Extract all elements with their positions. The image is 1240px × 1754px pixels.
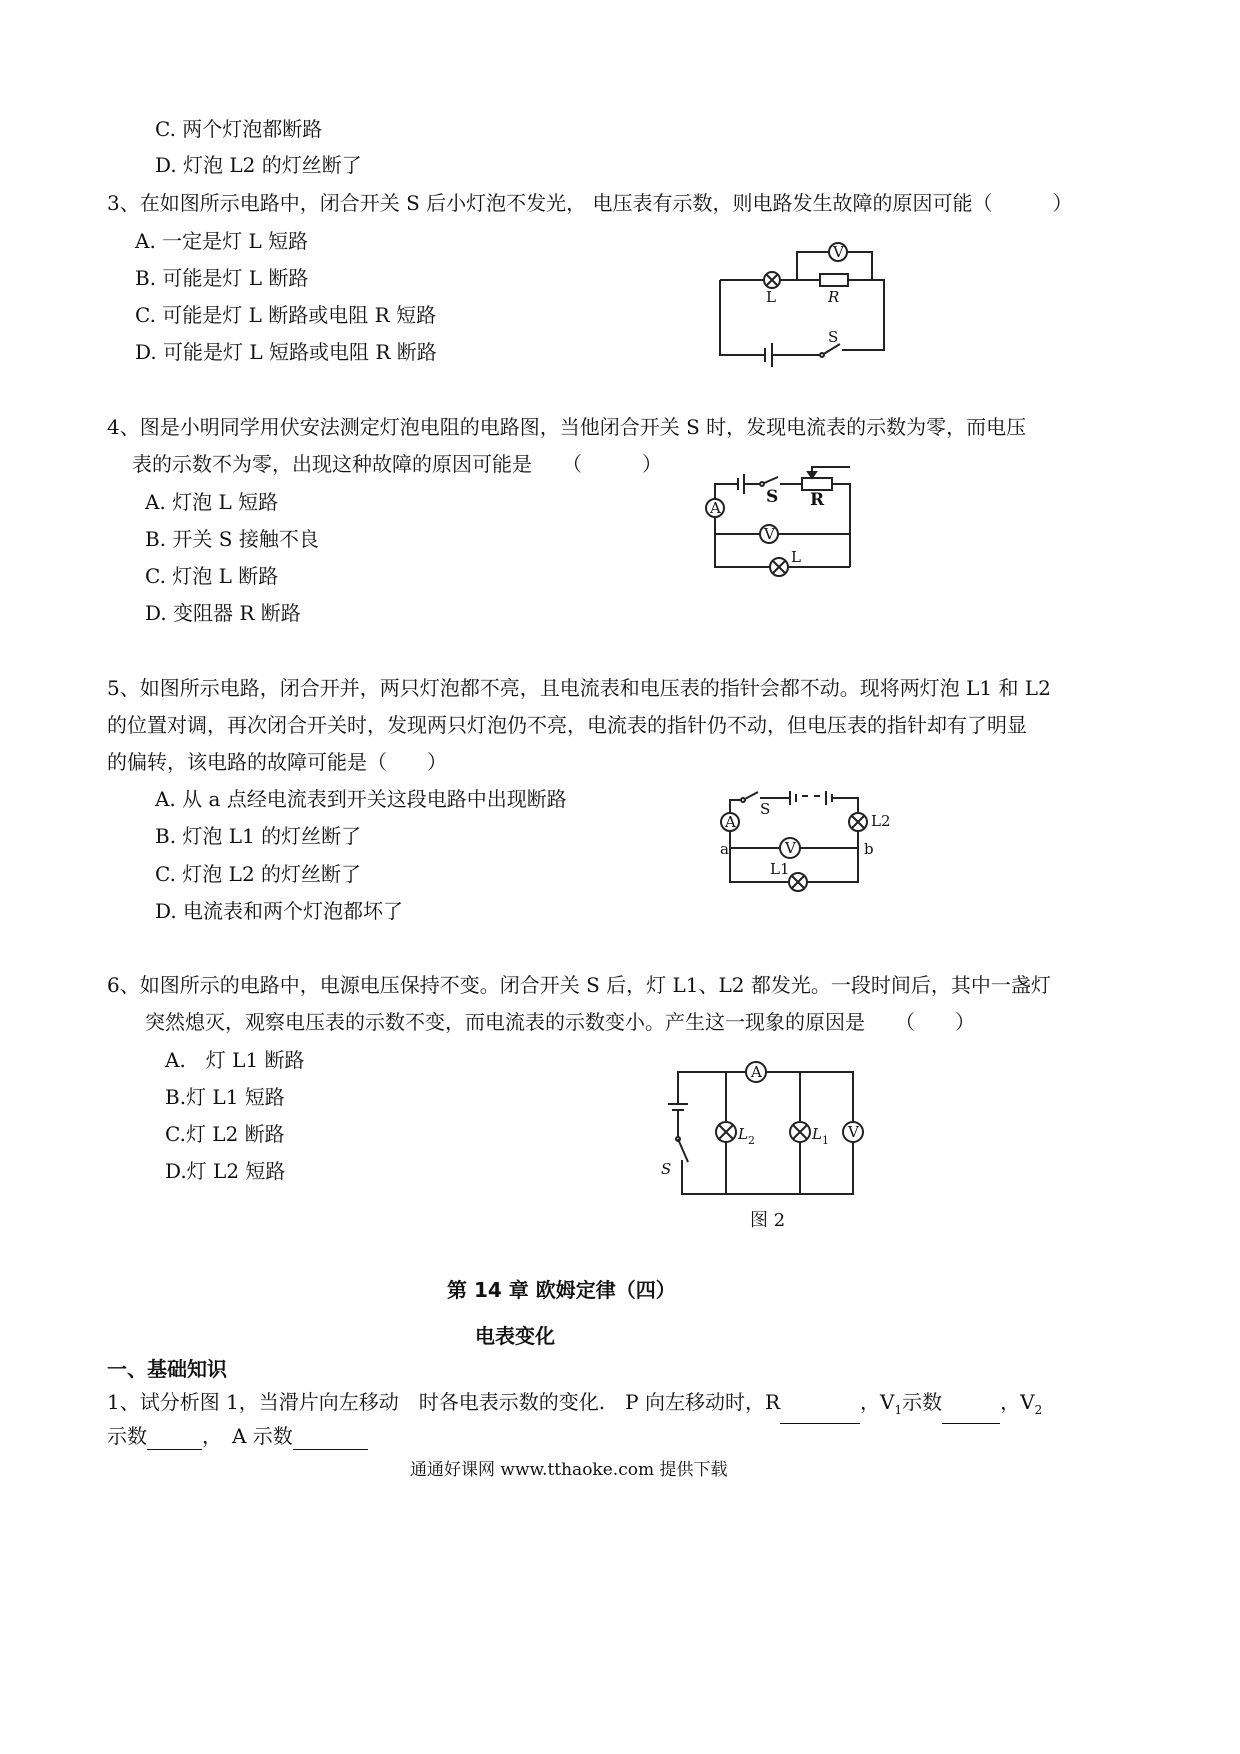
q3-lamp-label: L (766, 288, 776, 306)
page-footer: 通通好课网 www.tthaoke.com 提供下载 (410, 1460, 728, 1480)
q3-voltmeter-label: V (833, 243, 844, 261)
q6-lamp2-label: L (738, 1125, 748, 1143)
q3-option-b: B. 可能是灯 L 断路 (135, 266, 309, 290)
q5-lamp2-label: L2 (871, 812, 891, 830)
q6-voltmeter-label: V (848, 1123, 859, 1141)
q3-option-c: C. 可能是灯 L 断路或电阻 R 短路 (135, 303, 437, 327)
q5-stem-line2: 的位置对调，再次闭合开关时，发现两只灯泡仍不亮，电流表的指针仍不动，但电压表的指针却有了明显 (107, 713, 1027, 737)
q6-lamp1-subscript: 1 (822, 1134, 829, 1147)
q4-option-a: A. 灯泡 L 短路 (145, 490, 279, 514)
q4-voltmeter-label: V (764, 525, 775, 543)
q6-lamp2-subscript: 2 (748, 1134, 755, 1147)
q3-option-a: A. 一定是灯 L 短路 (135, 229, 309, 253)
q1-v1-subscript: 1 (894, 1403, 903, 1417)
q5-stem-line1: 5、如图所示电路，闭合开并，两只灯泡都不亮，且电流表和电压表的指针会都不动。现将两灯泡 L1 和 L2 (107, 676, 1051, 700)
q4-lamp-label: L (791, 548, 801, 566)
q1-blank-v2[interactable] (147, 1427, 202, 1450)
chapter-title: 第 14 章 欧姆定律（四） (447, 1278, 676, 1302)
q1-blank-v1[interactable] (942, 1401, 1000, 1424)
q4-circuit-diagram (700, 462, 860, 577)
q3-stem: 3、在如图所示电路中，闭合开关 S 后小灯泡不发光， 电压表有示数，则电路发生故障的原因可能（ ） (107, 191, 1073, 215)
q1-line1-text-c: 示数 (902, 1390, 943, 1414)
q4-ammeter-label: A (710, 499, 721, 517)
q6-lamp1-label: L (812, 1125, 822, 1143)
q4-rheostat-label: R (810, 490, 825, 510)
q6-figure-caption: 图 2 (750, 1210, 786, 1231)
q3-circuit-diagram (710, 240, 895, 365)
q1-line2 (107, 1422, 368, 1450)
q6-option-c: C.灯 L2 断路 (165, 1122, 285, 1146)
q5-option-a: A. 从 a 点经电流表到开关这段电路中出现断路 (155, 787, 567, 811)
q6-ammeter-label: A (751, 1063, 762, 1081)
q5-circuit-diagram (718, 788, 891, 893)
q5-option-c: C. 灯泡 L2 的灯丝断了 (155, 862, 362, 886)
section-heading: 一、基础知识 (107, 1357, 227, 1381)
q6-circuit-diagram (660, 1052, 875, 1202)
q1-line2-text-a: 示数 (107, 1424, 147, 1448)
q5-lamp1-label: L1 (770, 860, 790, 878)
q6-option-a: A. 灯 L1 断路 (165, 1048, 305, 1072)
q6-option-b: B.灯 L1 短路 (165, 1085, 285, 1109)
q4-stem-line2: 表的示数不为零，出现这种故障的原因可能是 （ ） (132, 452, 662, 476)
q5-point-b-label: b (864, 840, 874, 858)
q1-blank-a[interactable] (293, 1427, 368, 1450)
q5-point-a-label: a (720, 840, 729, 858)
q5-voltmeter-label: V (785, 839, 796, 857)
q2-option-d: D. 灯泡 L2 的灯丝断了 (155, 153, 362, 177)
q4-option-b: B. 开关 S 接触不良 (145, 527, 319, 551)
q6-stem-line1: 6、如图所示的电路中，电源电压保持不变。闭合开关 S 后，灯 L1、L2 都发光。一段时间后，其中一盏灯 (107, 973, 1051, 997)
q6-switch-label: S (661, 1160, 672, 1178)
chapter-subtitle: 电表变化 (475, 1324, 555, 1348)
q3-resistor-label: R (828, 288, 840, 306)
q6-option-d: D.灯 L2 短路 (165, 1159, 286, 1183)
q4-option-d: D. 变阻器 R 断路 (145, 601, 301, 625)
q5-option-d: D. 电流表和两个灯泡都坏了 (155, 899, 404, 923)
q1-line1-text-d: ，V (1000, 1390, 1035, 1414)
q1-line1-text-a: 1、试分析图 1，当滑片向左移动 时各电表示数的变化. P 向左移动时，R (107, 1390, 781, 1414)
q1-line1-text-b: ，V (860, 1390, 895, 1414)
q2-option-c: C. 两个灯泡都断路 (155, 117, 323, 141)
q1-line1 (107, 1388, 1042, 1424)
q1-blank-r[interactable] (780, 1401, 860, 1424)
q1-line2-text-b: ， A 示数 (202, 1424, 293, 1448)
q5-stem-line3: 的偏转，该电路的故障可能是（ ） (107, 750, 447, 774)
q4-stem-line1: 4、图是小明同学用伏安法测定灯泡电阻的电路图，当他闭合开关 S 时，发现电流表的示数为零，而电压 (107, 415, 1027, 439)
q1-v2-subscript: 2 (1034, 1403, 1043, 1417)
q4-switch-label: S (766, 487, 779, 507)
q5-ammeter-label: A (725, 813, 736, 831)
q5-switch-label: S (760, 800, 771, 818)
q3-option-d: D. 可能是灯 L 短路或电阻 R 断路 (135, 340, 437, 364)
q3-switch-label: S (828, 328, 839, 346)
q5-option-b: B. 灯泡 L1 的灯丝断了 (155, 824, 362, 848)
q6-stem-line2: 突然熄灭，观察电压表的示数不变，而电流表的示数变小。产生这一现象的原因是 （ ） (145, 1010, 975, 1034)
q4-option-c: C. 灯泡 L 断路 (145, 564, 279, 588)
